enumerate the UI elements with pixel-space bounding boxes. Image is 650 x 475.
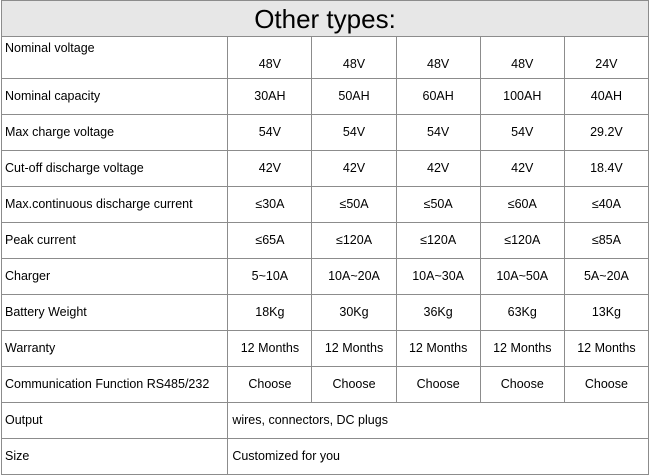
cell-value: 18.4V [564, 151, 648, 187]
cell-value: 30AH [228, 79, 312, 115]
row-label: Nominal voltage [2, 37, 228, 79]
cell-value: 36Kg [396, 295, 480, 331]
cell-value: 48V [480, 37, 564, 79]
row-label: Nominal capacity [2, 79, 228, 115]
cell-value: 12 Months [564, 331, 648, 367]
cell-value: 30Kg [312, 295, 396, 331]
cell-value: 60AH [396, 79, 480, 115]
cell-value: 42V [480, 151, 564, 187]
specification-table [1, 0, 649, 475]
table-title-row [2, 1, 649, 37]
cell-value: Choose [312, 367, 396, 403]
cell-value: ≤120A [312, 223, 396, 259]
row-label: Cut-off discharge voltage [2, 151, 228, 187]
cell-value: 10A~30A [396, 259, 480, 295]
cell-value: 40AH [564, 79, 648, 115]
table-row-charger [2, 259, 649, 295]
cell-value: 42V [228, 151, 312, 187]
row-label: Peak current [2, 223, 228, 259]
cell-value: Choose [228, 367, 312, 403]
table-row-cutoff-discharge-voltage [2, 151, 649, 187]
cell-value: 54V [312, 115, 396, 151]
cell-value: 100AH [480, 79, 564, 115]
cell-value: 63Kg [480, 295, 564, 331]
row-label: Communication Function RS485/232 [2, 367, 228, 403]
cell-value: 12 Months [228, 331, 312, 367]
table-row-peak-current [2, 223, 649, 259]
cell-value: 54V [396, 115, 480, 151]
cell-value: ≤50A [396, 187, 480, 223]
row-label: Battery Weight [2, 295, 228, 331]
table-row-warranty [2, 331, 649, 367]
table-row-battery-weight [2, 295, 649, 331]
cell-value: 10A~20A [312, 259, 396, 295]
cell-value: 42V [396, 151, 480, 187]
table-row-nominal-voltage [2, 37, 649, 79]
cell-value: 48V [396, 37, 480, 79]
cell-value: ≤120A [480, 223, 564, 259]
cell-value: ≤40A [564, 187, 648, 223]
cell-value: 29.2V [564, 115, 648, 151]
cell-value: 48V [312, 37, 396, 79]
cell-value: ≤30A [228, 187, 312, 223]
table-row-size [2, 439, 649, 475]
cell-value: 54V [228, 115, 312, 151]
cell-value: ≤120A [396, 223, 480, 259]
cell-value: 48V [228, 37, 312, 79]
cell-value-spanning: Customized for you [228, 439, 649, 475]
cell-value: Choose [480, 367, 564, 403]
cell-value: ≤85A [564, 223, 648, 259]
table-row-output [2, 403, 649, 439]
cell-value: 18Kg [228, 295, 312, 331]
spec-sheet [1, 0, 649, 475]
cell-value: Choose [564, 367, 648, 403]
cell-value: ≤50A [312, 187, 396, 223]
row-label: Output [2, 403, 228, 439]
table-row-max-continuous-discharge-current [2, 187, 649, 223]
cell-value: 10A~50A [480, 259, 564, 295]
cell-value: 12 Months [396, 331, 480, 367]
cell-value: 5A~20A [564, 259, 648, 295]
table-row-communication-function [2, 367, 649, 403]
row-label: Charger [2, 259, 228, 295]
table-row-max-charge-voltage [2, 115, 649, 151]
row-label: Max.continuous discharge current [2, 187, 228, 223]
cell-value: ≤65A [228, 223, 312, 259]
cell-value: 12 Months [480, 331, 564, 367]
cell-value: 5~10A [228, 259, 312, 295]
cell-value: 13Kg [564, 295, 648, 331]
cell-value: Choose [396, 367, 480, 403]
cell-value: 50AH [312, 79, 396, 115]
table-title: Other types: [2, 1, 649, 37]
row-label: Size [2, 439, 228, 475]
row-label: Max charge voltage [2, 115, 228, 151]
row-label: Warranty [2, 331, 228, 367]
cell-value: ≤60A [480, 187, 564, 223]
cell-value: 42V [312, 151, 396, 187]
cell-value: 54V [480, 115, 564, 151]
cell-value: 12 Months [312, 331, 396, 367]
cell-value-spanning: wires, connectors, DC plugs [228, 403, 649, 439]
table-row-nominal-capacity [2, 79, 649, 115]
cell-value: 24V [564, 37, 648, 79]
